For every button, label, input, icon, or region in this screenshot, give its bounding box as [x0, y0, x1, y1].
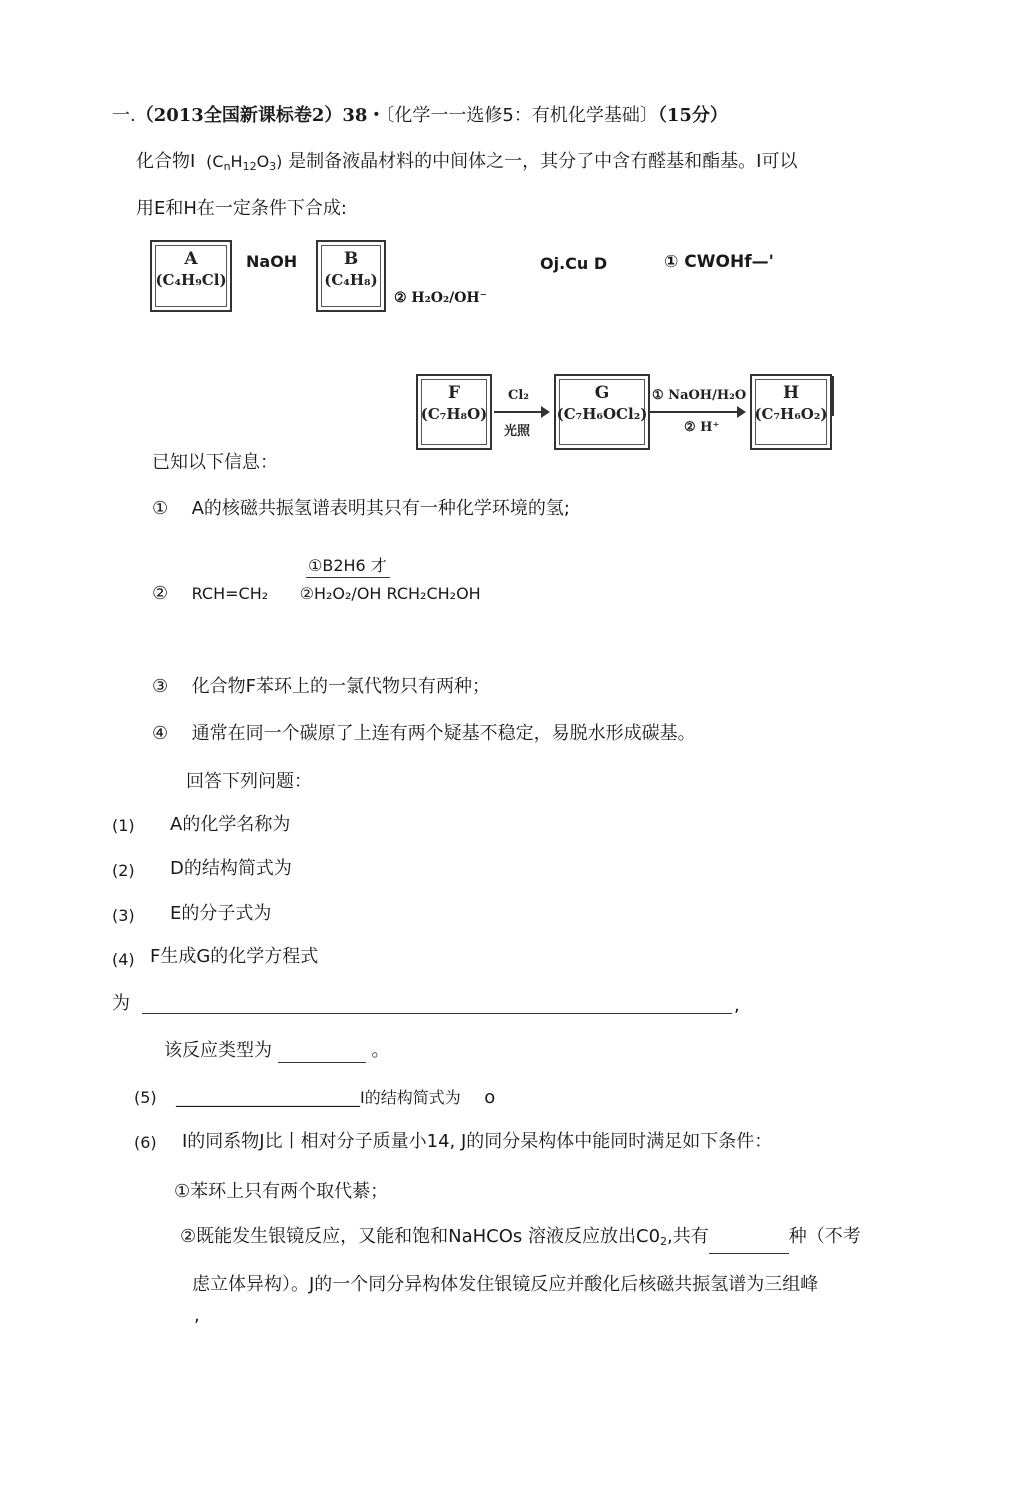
intro-line-1	[136, 150, 797, 178]
box-g-formula: (C₇H₆OCl₂)	[556, 405, 648, 423]
intro-line-2: 用E和H在一定条件下合成:	[136, 198, 347, 219]
q4-type-blank[interactable]	[278, 1044, 366, 1063]
intro-description: 是制备液晶材料的中间体之一，其分了中含冇醛基和酯基。I可以	[288, 151, 798, 172]
known-item-1	[152, 497, 570, 521]
q5-body: _______________________I的结构简式为	[176, 1088, 461, 1107]
q4-comma: ,	[734, 995, 740, 1016]
item2-right: ②H₂O₂/OH RCH₂CH₂OH	[299, 584, 481, 603]
q6-c2-text: ②既能发生银镜反应，又能和饱和NaHCOs 溶液反应放出C0	[180, 1226, 661, 1247]
ojcu-label: Oj.Cu D	[540, 254, 608, 273]
box-g-label: G	[594, 383, 610, 403]
box-a-label: A	[184, 249, 198, 269]
q5-text	[176, 1086, 495, 1110]
q6-text: I的同系物J比丨相对分子质量小14, J的同分杲构体中能同时满足如下条件：	[182, 1131, 773, 1152]
cwohf-label: ① CWOHf—'	[664, 252, 774, 272]
known-title: 已知以下信息：	[152, 452, 278, 473]
item4-text: 通常在同一个碳原了上连有两个疑基不稳定，易脱水形成碳基。	[191, 723, 696, 744]
header-prefix: 一.	[112, 105, 136, 126]
item2-left: RCH=CH₂	[191, 584, 269, 603]
item1-number: ①	[152, 498, 169, 519]
q4-answer-blank[interactable]	[142, 1013, 732, 1014]
known-item-4	[152, 722, 696, 746]
box-h-formula: (C₇H₆O₂)	[754, 405, 828, 423]
box-g	[554, 374, 650, 450]
q6-condition-2	[180, 1225, 861, 1254]
q3-number: (3)	[112, 906, 135, 925]
naoh-label: NaOH	[246, 252, 298, 271]
intro-compound: 化合物I	[136, 151, 196, 172]
known-item-3	[152, 675, 490, 699]
q4-wei: 为	[112, 993, 130, 1014]
q6-condition-1: ①苯环上只有两个取代綦；	[174, 1181, 389, 1202]
q4-type-end: 。	[371, 1040, 390, 1061]
q6-number: (6)	[134, 1133, 157, 1152]
item2-reagent-above: ①B2H6 才	[308, 556, 387, 575]
q2-text: D的结构简式为	[170, 858, 292, 879]
q4-type-text: 该反应类型为	[164, 1040, 272, 1061]
item3-number: ③	[152, 676, 169, 697]
box-h-label: H	[782, 383, 800, 403]
arrow-f-g	[494, 411, 548, 413]
q6-count-blank[interactable]	[709, 1235, 789, 1254]
guangzhao-label: 光照	[504, 424, 531, 439]
box-f-formula: (C₇H₈O)	[420, 405, 488, 423]
known-item-2	[152, 582, 481, 606]
q4-type-line	[164, 1039, 389, 1063]
item2-reaction-line	[306, 577, 390, 578]
q1-text: A的化学名称为	[170, 814, 291, 835]
arrow-g-h	[650, 411, 744, 413]
item1-text: A的核磁共振氢谱表明其只有一种化学环境的氢;	[191, 498, 570, 519]
q2-number: (2)	[112, 861, 135, 880]
step-g1-label: ① NaOH/H₂O	[652, 388, 747, 403]
box-b-formula: (C₄H₈)	[324, 271, 378, 289]
step-g2-label: ② H⁺	[684, 420, 720, 435]
q6-condition-4: ,	[194, 1305, 200, 1326]
header-source: （2013全国新课标卷2）38・	[135, 105, 386, 126]
intro-formula: $(C_nH_{12}O_3)$	[206, 152, 283, 173]
header-points: （15分）	[657, 105, 728, 126]
q6-c2-count: ,共有	[667, 1226, 709, 1247]
box-a	[150, 240, 232, 312]
box-f	[416, 374, 492, 450]
item3-text: 化合物F苯环上的一氯代物只有两种；	[191, 676, 490, 697]
box-a-formula: (C₄H₉Cl)	[155, 271, 227, 289]
scheme-edge-mark	[832, 376, 834, 416]
q4-text: F生成G的化学方程式	[150, 946, 319, 967]
q6-condition-3: 虑立体异构）。J的一个同分异构体发住银镜反应并酸化后核磁共振氢谱为三组峰	[192, 1274, 819, 1295]
box-b-label: B	[343, 249, 359, 269]
q5-number: (5)	[134, 1088, 157, 1107]
q1-number: (1)	[112, 816, 135, 835]
box-b	[316, 240, 386, 312]
q3-text: E的分子式为	[170, 903, 272, 924]
cl2-label: Cl₂	[508, 388, 529, 403]
question-header	[112, 104, 728, 128]
questions-prompt: 回答下列问题：	[186, 771, 312, 792]
item2-number: ②	[152, 583, 169, 604]
item4-number: ④	[152, 723, 169, 744]
q6-c2-sub: 2	[660, 1235, 668, 1248]
q6-c2-tail: 种（不考	[788, 1226, 861, 1247]
box-h	[750, 374, 832, 450]
q4-number: (4)	[112, 950, 135, 969]
box-f-label: F	[447, 383, 461, 403]
step-b-label: ② H₂O₂/OH⁻	[394, 290, 488, 306]
header-section: 〔化学一一选修5：有机化学基础〕	[385, 105, 658, 126]
q5-end: o	[484, 1087, 496, 1108]
